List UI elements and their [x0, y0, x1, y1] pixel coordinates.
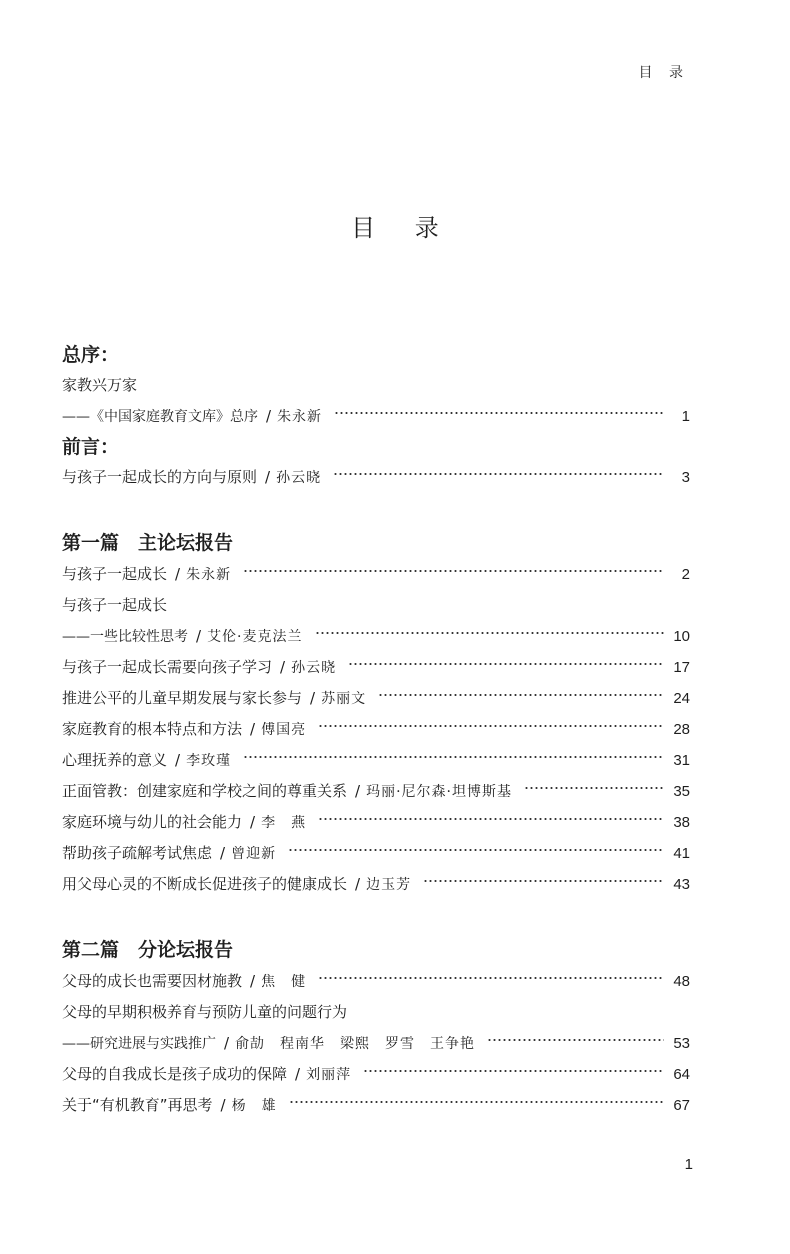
toc-entry-author: 苏丽文 — [321, 691, 367, 707]
dot-leader — [423, 880, 664, 882]
toc-entry[interactable] — [62, 807, 690, 838]
toc-entry-author: 焦 健 — [261, 974, 307, 990]
preface-heading-general: 总序： — [62, 344, 120, 366]
toc-entry-title: 帮助孩子疏解考试焦虑 — [62, 844, 213, 862]
toc-entry-page: 35 — [673, 783, 690, 800]
toc-entry-page: 28 — [673, 721, 690, 738]
toc-entry[interactable] — [62, 776, 690, 807]
toc-entry-author: 李 燕 — [261, 815, 307, 831]
dot-leader — [243, 756, 664, 758]
toc-entry-title: 正面管教：创建家庭和学校之间的尊重关系 — [62, 782, 348, 800]
toc-entry-title: 关于“有机教育”再思考 — [62, 1096, 213, 1114]
toc-entry-author: 艾伦·麦克法兰 — [207, 629, 303, 645]
toc-entry[interactable] — [62, 966, 690, 997]
toc-entry-page: 38 — [673, 814, 690, 831]
toc-entry-separator: / — [250, 813, 256, 831]
toc-entry[interactable] — [62, 1090, 690, 1121]
toc-lead-line: 与孩子一起成长 — [62, 596, 168, 614]
toc-entry[interactable] — [62, 462, 690, 493]
toc-entry-title: 与孩子一起成长的方向与原则 — [62, 468, 258, 486]
dot-leader — [315, 632, 664, 634]
toc-entry-page: 10 — [673, 628, 690, 645]
page-title: 目 录 — [351, 214, 455, 242]
toc-entry-separator: / — [355, 782, 361, 800]
toc-entry-separator: / — [175, 565, 181, 583]
toc-entry-author: 朱永新 — [186, 567, 232, 583]
toc-entry-author: 玛丽·尼尔森·坦博斯基 — [366, 784, 512, 800]
toc-entry[interactable] — [62, 559, 690, 590]
toc-entry-author: 俞劼 程南华 梁熙 罗雪 王争艳 — [235, 1036, 476, 1052]
toc-entry-title: 用父母心灵的不断成长促进孩子的健康成长 — [62, 875, 348, 893]
toc-entry-title: 与孩子一起成长需要向孩子学习 — [62, 658, 273, 676]
toc-entry-author: 李玫瑾 — [186, 753, 232, 769]
toc-entry-separator: / — [220, 844, 226, 862]
toc-entry-separator: / — [250, 720, 256, 738]
toc-entry-page: 17 — [673, 659, 690, 676]
toc-entry-author: 曾迎新 — [231, 846, 277, 862]
toc-entry[interactable] — [62, 401, 690, 432]
toc-entry[interactable] — [62, 1028, 690, 1059]
dot-leader — [318, 725, 664, 727]
dot-leader — [288, 849, 664, 851]
toc-entry-page: 31 — [673, 752, 690, 769]
toc-entry-page: 43 — [673, 876, 690, 893]
toc-entry-page: 64 — [673, 1066, 690, 1083]
toc-entry[interactable] — [62, 1059, 690, 1090]
toc-entry-title: 父母的成长也需要因材施教 — [62, 972, 243, 990]
toc-entry-title: 家庭环境与幼儿的社会能力 — [62, 813, 243, 831]
toc-entry-separator: / — [355, 875, 361, 893]
toc-lead-line: 父母的早期积极养育与预防儿童的问题行为 — [62, 1003, 348, 1021]
toc-entry[interactable] — [62, 652, 690, 683]
dot-leader — [348, 663, 664, 665]
toc-entry-title: 心理抚养的意义 — [62, 751, 168, 769]
toc-entry-page: 3 — [681, 469, 690, 486]
dot-leader — [334, 412, 664, 414]
toc-entry-page: 67 — [673, 1097, 690, 1114]
running-header: 目 录 — [638, 65, 689, 81]
toc-entry-page: 24 — [673, 690, 690, 707]
dot-leader — [289, 1101, 664, 1103]
dot-leader — [363, 1070, 664, 1072]
toc-entry-separator: / — [196, 627, 202, 645]
part-heading-1: 第一篇 主论坛报告 — [62, 532, 234, 554]
toc-entry[interactable] — [62, 745, 690, 776]
toc-entry-title: 推进公平的儿童早期发展与家长参与 — [62, 689, 303, 707]
toc-entry-author: 边玉芳 — [366, 877, 412, 893]
toc-entry-title: ——一些比较性思考 — [62, 629, 188, 645]
page-number: 1 — [684, 1156, 693, 1173]
toc-entry-separator: / — [280, 658, 286, 676]
toc-entry-title: ——研究进展与实践推广 — [62, 1036, 216, 1052]
dot-leader — [333, 473, 664, 475]
preface-heading-foreword: 前言： — [62, 436, 120, 458]
toc-entry-separator: / — [265, 468, 271, 486]
toc-entry-author: 杨 雄 — [231, 1098, 277, 1114]
toc-entry-title: ——《中国家庭教育文库》总序 — [62, 409, 258, 425]
toc-entry-page: 48 — [673, 973, 690, 990]
dot-leader — [524, 787, 664, 789]
toc-entry[interactable] — [62, 621, 690, 652]
toc-entry-author: 傅国亮 — [261, 722, 307, 738]
dot-leader — [318, 818, 664, 820]
toc-entry-page: 1 — [681, 408, 690, 425]
toc-entry-title: 家庭教育的根本特点和方法 — [62, 720, 243, 738]
toc-entry-title: 与孩子一起成长 — [62, 565, 168, 583]
toc-entry[interactable] — [62, 838, 690, 869]
part-heading-2: 第二篇 分论坛报告 — [62, 939, 234, 961]
toc-lead-line: 家教兴万家 — [62, 376, 138, 394]
toc-entry-author: 刘丽萍 — [306, 1067, 352, 1083]
dot-leader — [487, 1039, 664, 1041]
dot-leader — [378, 694, 664, 696]
toc-entry-author: 朱永新 — [277, 409, 323, 425]
toc-entry-separator: / — [220, 1096, 226, 1114]
toc-entry-author: 孙云晓 — [291, 660, 337, 676]
toc-entry-page: 41 — [673, 845, 690, 862]
toc-entry-separator: / — [175, 751, 181, 769]
toc-entry[interactable] — [62, 683, 690, 714]
toc-entry[interactable] — [62, 869, 690, 900]
dot-leader — [243, 570, 664, 572]
table-of-contents — [62, 340, 690, 1121]
toc-entry-separator: / — [295, 1065, 301, 1083]
toc-entry-separator: / — [310, 689, 316, 707]
dot-leader — [318, 977, 664, 979]
toc-entry-title: 父母的自我成长是孩子成功的保障 — [62, 1065, 288, 1083]
toc-entry-separator: / — [266, 407, 272, 425]
toc-entry-page: 53 — [673, 1035, 690, 1052]
toc-entry-separator: / — [224, 1034, 230, 1052]
toc-entry-author: 孙云晓 — [276, 470, 322, 486]
toc-entry[interactable] — [62, 714, 690, 745]
toc-entry-separator: / — [250, 972, 256, 990]
toc-entry-page: 2 — [681, 566, 690, 583]
